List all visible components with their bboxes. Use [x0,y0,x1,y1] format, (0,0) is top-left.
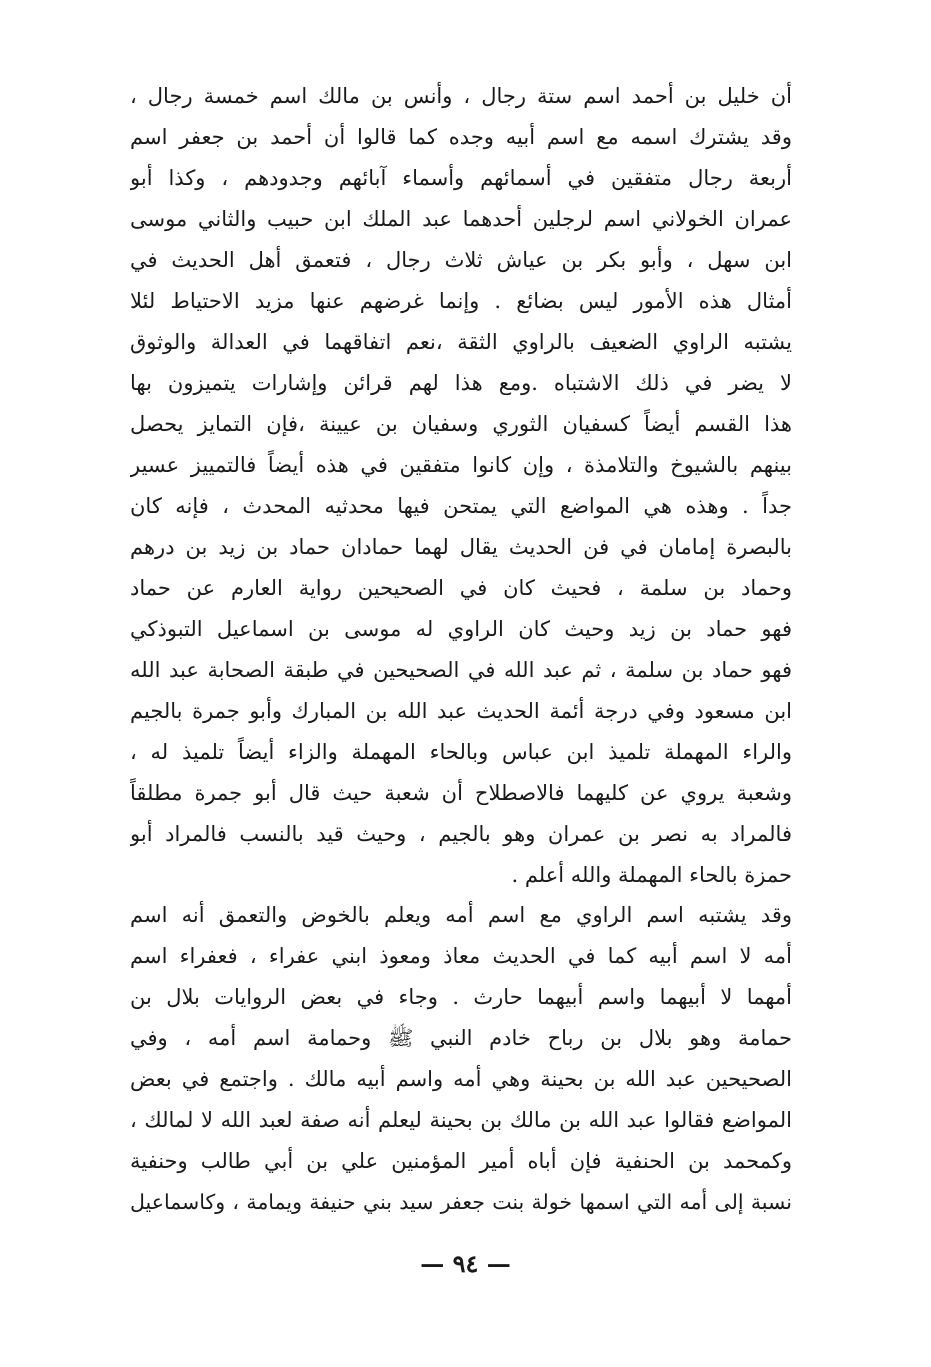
text-line: وكمحمد بن الحنفية فإن أباه أمير المؤمنين علي بن أبي طالب وحنفية [130,1149,792,1173]
text-line: حمامة وهو بلال بن رباح خادم النبي ﷺ وحمامة اسم أمه ، وفي [130,1026,792,1050]
text-line: أمه لا اسم أبيه كما في الحديث معاذ ومعوذ ابني عفراء ، فعفراء اسم [130,944,792,968]
text-line: جداً . وهذه هي المواضع التي يمتحن فيها محدثيه المحدث ، فإنه كان [130,494,792,518]
text-line: ابن مسعود وفي درجة أئمة الحديث عبد الله بن المبارك وأبو جمرة بالجيم [130,699,792,723]
text-line: أمثال هذه الأمور ليس بضائع . وإنما غرضهم عنها مزيد الاحتياط لئلا [130,289,792,313]
text-line: عمران الخولاني اسم لرجلين أحدهما عبد الملك ابن حبيب والثاني موسى [130,207,792,231]
text-line: لا يضر في ذلك الاشتباه .ومع هذا لهم قرائن وإشارات يتميزون بها [130,371,792,395]
text-line: أربعة رجال متفقين في أسمائهم وأسماء آبائهم وجدودهم ، وكذا أبو [130,166,792,190]
text-line: نسبة إلى أمه التي اسمها خولة بنت جعفر سيد بني حنيفة ويمامة ، وكاسماعيل [130,1190,792,1214]
text-line: والراء المهملة تلميذ ابن عباس وبالحاء المهملة والزاء أيضاً تلميذ له ، [130,740,792,764]
text-line: وقد يشتبه اسم الراوي مع اسم أمه ويعلم بالخوض والتعمق أنه اسم [130,903,792,927]
text-line: بالبصرة إمامان في فن الحديث يقال لهما حمادان حماد بن زيد بن درهم [130,535,792,559]
text-line: وقد يشترك اسمه مع اسم أبيه وجده كما قالوا أن أحمد بن جعفر اسم [130,125,792,149]
page-number: — ٩٤ — [420,1249,511,1278]
text-line: أمهما لا أبيهما واسم أبيهما حارث . وجاء في بعض الروايات بلال بن [130,985,792,1009]
text-line: فالمراد به نصر بن عمران وهو بالجيم ، وحيث قيد بالنسب فالمراد أبو [130,822,792,846]
paragraph-1 [130,76,792,896]
text-line: فهو حماد بن زيد وحيث كان الراوي له موسى بن اسماعيل التبوذكي [130,617,792,641]
text-line: بينهم بالشيوخ والتلامذة ، وإن كانوا متفقين في هذه أيضاً فالتمييز عسير [130,453,792,477]
text-line: حمزة بالحاء المهملة والله أعلم . [511,863,792,887]
text-line: وحماد بن سلمة ، فحيث كان في الصحيحين رواية العارم عن حماد [130,576,792,600]
text-line: فهو حماد بن سلمة ، ثم عبد الله في الصحيحين في طبقة الصحابة عبد الله [130,658,792,682]
text-line: المواضع فقالوا عبد الله بن مالك بن بحينة ليعلم أنه صفة لعبد الله لا لمالك ، [130,1108,792,1132]
text-line: هذا القسم أيضاً كسفيان الثوري وسفيان بن عيينة ،فإن التمايز يحصل [130,412,792,436]
text-line: وشعبة يروي عن كليهما فالاصطلاح أن شعبة حيث قال أبو جمرة مطلقاً [130,781,792,805]
paragraph-2 [130,895,792,1223]
text-line: الصحيحين عبد الله بن بحينة وهي أمه واسم أبيه مالك . واجتمع في بعض [130,1067,792,1091]
text-line: ابن سهل ، وأبو بكر بن عياش ثلاث رجال ، فتعمق أهل الحديث في [130,248,792,272]
text-line: يشتبه الراوي الضعيف بالراوي الثقة ،نعم اتفاقهما في العدالة والوثوق [130,330,792,354]
text-line: أن خليل بن أحمد اسم ستة رجال ، وأنس بن مالك اسم خمسة رجال ، [130,84,792,108]
